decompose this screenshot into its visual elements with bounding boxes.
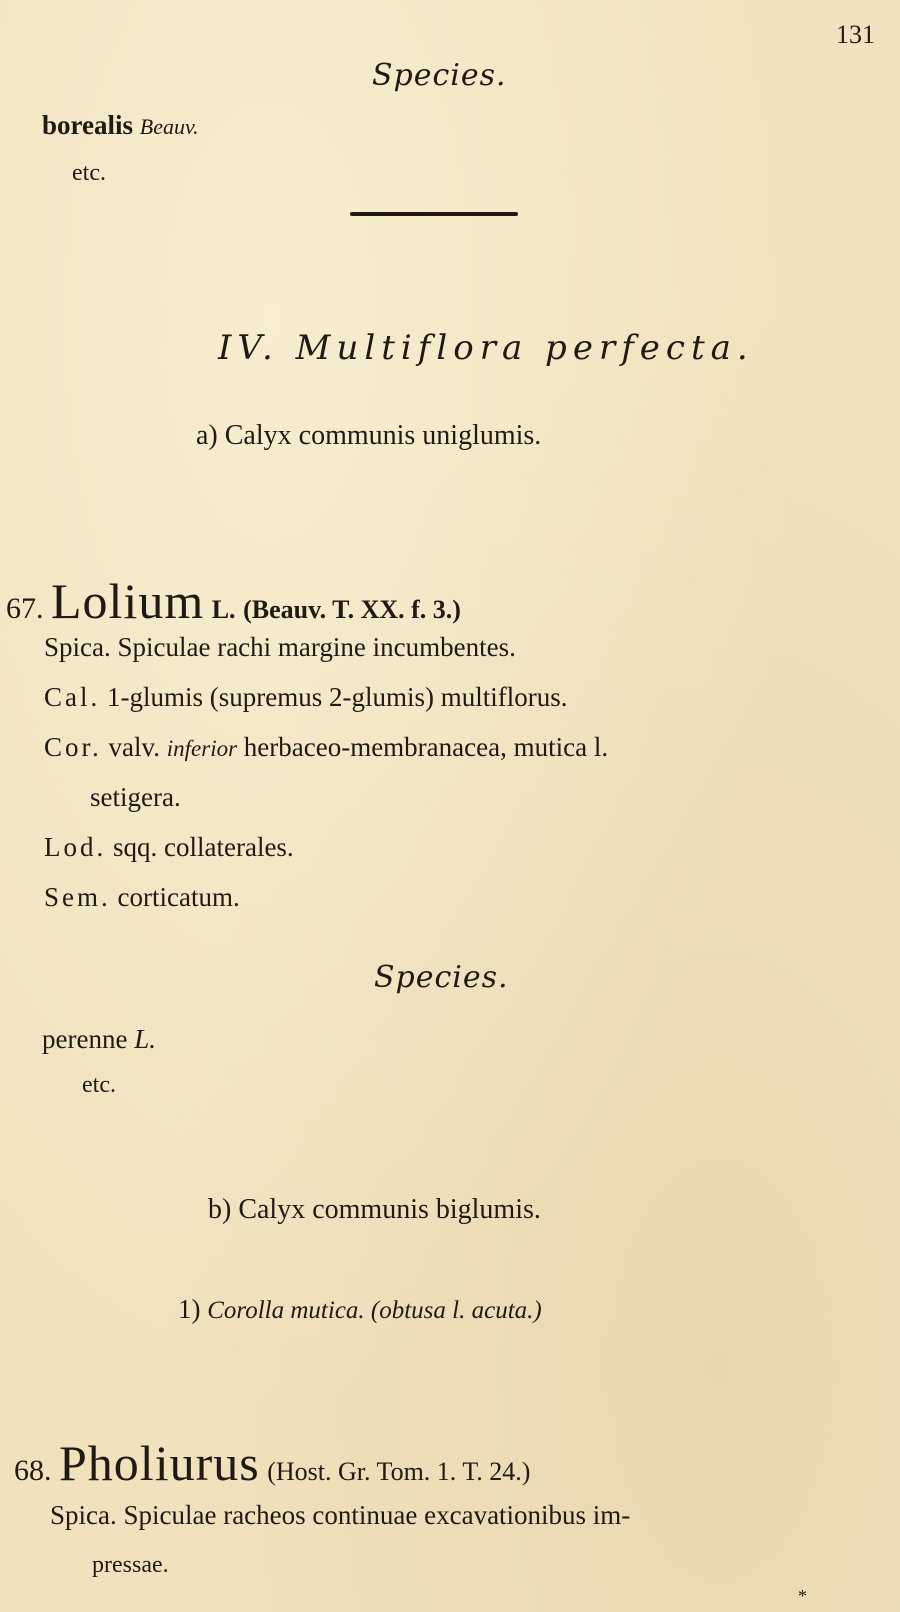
species-name: borealis bbox=[42, 110, 134, 140]
species-name: perenne bbox=[42, 1024, 128, 1054]
genus-68-heading bbox=[14, 1434, 530, 1492]
line-italic: inferior bbox=[166, 736, 238, 761]
label-cor: Cor. bbox=[44, 732, 102, 762]
species-etc-1: etc. bbox=[72, 160, 106, 186]
genus-67-line-5 bbox=[44, 832, 294, 863]
line-pre: valv. bbox=[108, 732, 160, 762]
genus-67-number: 67. bbox=[6, 592, 44, 625]
species-author: Beauv. bbox=[139, 114, 199, 139]
genus-68-reference: (Host. Gr. Tom. 1. T. 24.) bbox=[267, 1457, 531, 1486]
genus-68-name: Pholiurus bbox=[59, 1435, 260, 1491]
line-text: herbaceo-membranacea, mutica l. bbox=[243, 732, 609, 762]
genus-67-line-1: Spica. Spiculae rachi margine incumbentes. bbox=[44, 632, 516, 662]
subsection-b-heading: b) Calyx communis biglumis. bbox=[208, 1194, 541, 1225]
genus-68-line-2: pressae. bbox=[92, 1552, 169, 1578]
genus-68-line-1: Spica. Spiculae racheos continuae excavationibus im- bbox=[50, 1500, 631, 1530]
genus-67-heading bbox=[6, 572, 461, 630]
genus-67-reference: (Beauv. T. XX. f. 3.) bbox=[243, 595, 461, 624]
genus-67-name: Lolium bbox=[51, 573, 205, 629]
footer-mark: * bbox=[798, 1586, 807, 1606]
page-number: 131 bbox=[836, 20, 875, 49]
label-lod: Lod. bbox=[44, 832, 107, 862]
subsection-b1-text: Corolla mutica. (obtusa l. acuta.) bbox=[207, 1297, 542, 1324]
species-entry-borealis bbox=[42, 110, 199, 141]
species-heading-2: Species. bbox=[374, 960, 509, 995]
label-sem: Sem. bbox=[44, 882, 111, 912]
species-entry-perenne bbox=[42, 1024, 156, 1055]
subsection-b1-number: 1) bbox=[178, 1294, 201, 1324]
section-numeral: IV. bbox=[218, 328, 279, 368]
subsection-b1-heading bbox=[178, 1294, 542, 1325]
genus-67-line-2 bbox=[44, 682, 567, 713]
genus-68-number: 68. bbox=[14, 1454, 52, 1487]
species-etc-2: etc. bbox=[82, 1072, 116, 1098]
genus-67-author: L. bbox=[211, 595, 236, 624]
section-divider bbox=[350, 212, 518, 216]
line-text: corticatum. bbox=[117, 882, 240, 912]
genus-67-line-4: setigera. bbox=[90, 782, 181, 812]
genus-67-line-3 bbox=[44, 732, 608, 763]
subsection-a-heading: a) Calyx communis uniglumis. bbox=[196, 420, 542, 451]
line-text: 1-glumis (supremus 2-glumis) multiflorus. bbox=[107, 682, 568, 712]
line-text: sqq. collaterales. bbox=[113, 832, 294, 862]
genus-67-line-6 bbox=[44, 882, 240, 913]
section-heading bbox=[218, 328, 754, 368]
label-cal: Cal. bbox=[44, 682, 101, 712]
species-heading-1: Species. bbox=[372, 58, 507, 93]
species-author: L. bbox=[134, 1024, 156, 1054]
section-title: Multiflora perfecta. bbox=[295, 328, 754, 368]
